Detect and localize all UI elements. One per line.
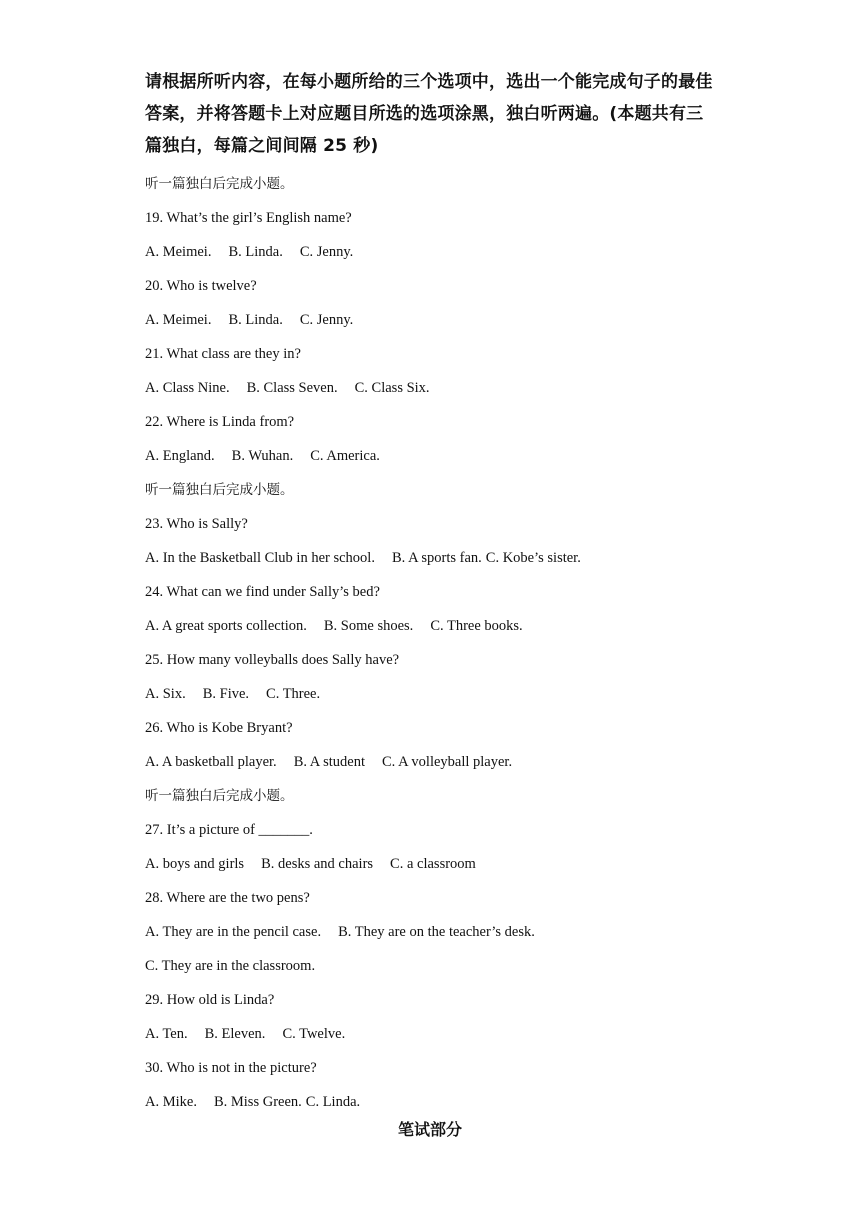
option-21-b: B. Class Seven. [246, 380, 338, 396]
option-23-a: A. In the Basketball Club in her school. [145, 550, 375, 566]
question-25: 25. How many volleyballs does Sally have? [145, 652, 400, 668]
option-30-b: B. Miss Green. [213, 1094, 302, 1110]
option-20-c: C. Jenny. [299, 312, 354, 328]
options-27 [145, 850, 745, 884]
question-22: 22. Where is Linda from? [145, 414, 295, 430]
option-27-b: B. desks and chairs [261, 856, 374, 872]
instructions-line-2: 答案，并将答题卡上对应题目所选的选项涂黑，独白听两遍。(本题共有三 [145, 104, 704, 124]
option-26-b: B. A student [293, 754, 365, 770]
option-21-a: A. Class Nine. [145, 380, 230, 396]
question-26: 26. Who is Kobe Bryant? [145, 720, 293, 736]
options-24 [145, 612, 745, 646]
question-27: 27. It’s a picture of _______. [145, 822, 313, 838]
instructions-line-3: 篇独白，每篇之间间隔 25 秒) [145, 136, 379, 156]
question-23: 23. Who is Sally? [145, 516, 248, 532]
option-25-b: B. Five. [202, 686, 250, 702]
question-20: 20. Who is twelve? [145, 278, 257, 294]
instructions-line-1: 请根据所听内容，在每小题所给的三个选项中，选出一个能完成句子的最佳 [145, 72, 713, 92]
options-19 [145, 238, 745, 272]
option-29-a: A. Ten. [145, 1026, 188, 1042]
option-22-b: B. Wuhan. [231, 448, 294, 464]
option-28-a: A. They are in the pencil case. [145, 924, 322, 940]
monologue-instruction-2: 听一篇独白后完成小题。 [145, 482, 294, 498]
options-21 [145, 374, 745, 408]
option-30-c: C. Linda. [305, 1094, 361, 1110]
option-27-a: A. boys and girls [145, 856, 245, 872]
option-26-c: C. A volleyball player. [382, 754, 513, 770]
option-26-a: A. A basketball player. [145, 754, 277, 770]
option-28-c: C. They are in the classroom. [145, 958, 316, 974]
options-28 [145, 918, 745, 952]
option-20-a: A. Meimei. [145, 312, 212, 328]
question-30: 30. Who is not in the picture? [145, 1060, 317, 1076]
section-instructions [145, 66, 725, 162]
option-27-c: C. a classroom [390, 856, 476, 872]
option-22-a: A. England. [145, 448, 215, 464]
option-24-c: C. Three books. [430, 618, 523, 634]
option-21-c: C. Class Six. [354, 380, 430, 396]
option-25-a: A. Six. [145, 686, 186, 702]
option-19-a: A. Meimei. [145, 244, 212, 260]
option-24-a: A. A great sports collection. [145, 618, 307, 634]
options-25 [145, 680, 745, 714]
option-23-b: B. A sports fan. [391, 550, 482, 566]
option-29-b: B. Eleven. [204, 1026, 266, 1042]
option-28-b: B. They are on the teacher’s desk. [338, 924, 535, 940]
option-19-c: C. Jenny. [299, 244, 354, 260]
question-29: 29. How old is Linda? [145, 992, 275, 1008]
question-28: 28. Where are the two pens? [145, 890, 310, 906]
option-20-b: B. Linda. [228, 312, 283, 328]
question-list [145, 170, 745, 1122]
options-23 [145, 544, 745, 578]
options-28-continued [145, 952, 745, 986]
question-21: 21. What class are they in? [145, 346, 301, 362]
options-30 [145, 1088, 745, 1122]
option-19-b: B. Linda. [228, 244, 283, 260]
options-26 [145, 748, 745, 782]
option-30-a: A. Mike. [145, 1094, 197, 1110]
option-23-c: C. Kobe’s sister. [485, 550, 581, 566]
option-25-c: C. Three. [266, 686, 321, 702]
monologue-instruction-1: 听一篇独白后完成小题。 [145, 176, 294, 192]
option-24-b: B. Some shoes. [323, 618, 414, 634]
monologue-instruction-3: 听一篇独白后完成小题。 [145, 788, 294, 804]
option-29-c: C. Twelve. [282, 1026, 346, 1042]
options-20 [145, 306, 745, 340]
written-section-title: 笔试部分 [397, 1120, 462, 1139]
options-22 [145, 442, 745, 476]
options-29 [145, 1020, 745, 1054]
question-19: 19. What’s the girl’s English name? [145, 210, 352, 226]
option-22-c: C. America. [310, 448, 380, 464]
question-24: 24. What can we find under Sally’s bed? [145, 584, 380, 600]
